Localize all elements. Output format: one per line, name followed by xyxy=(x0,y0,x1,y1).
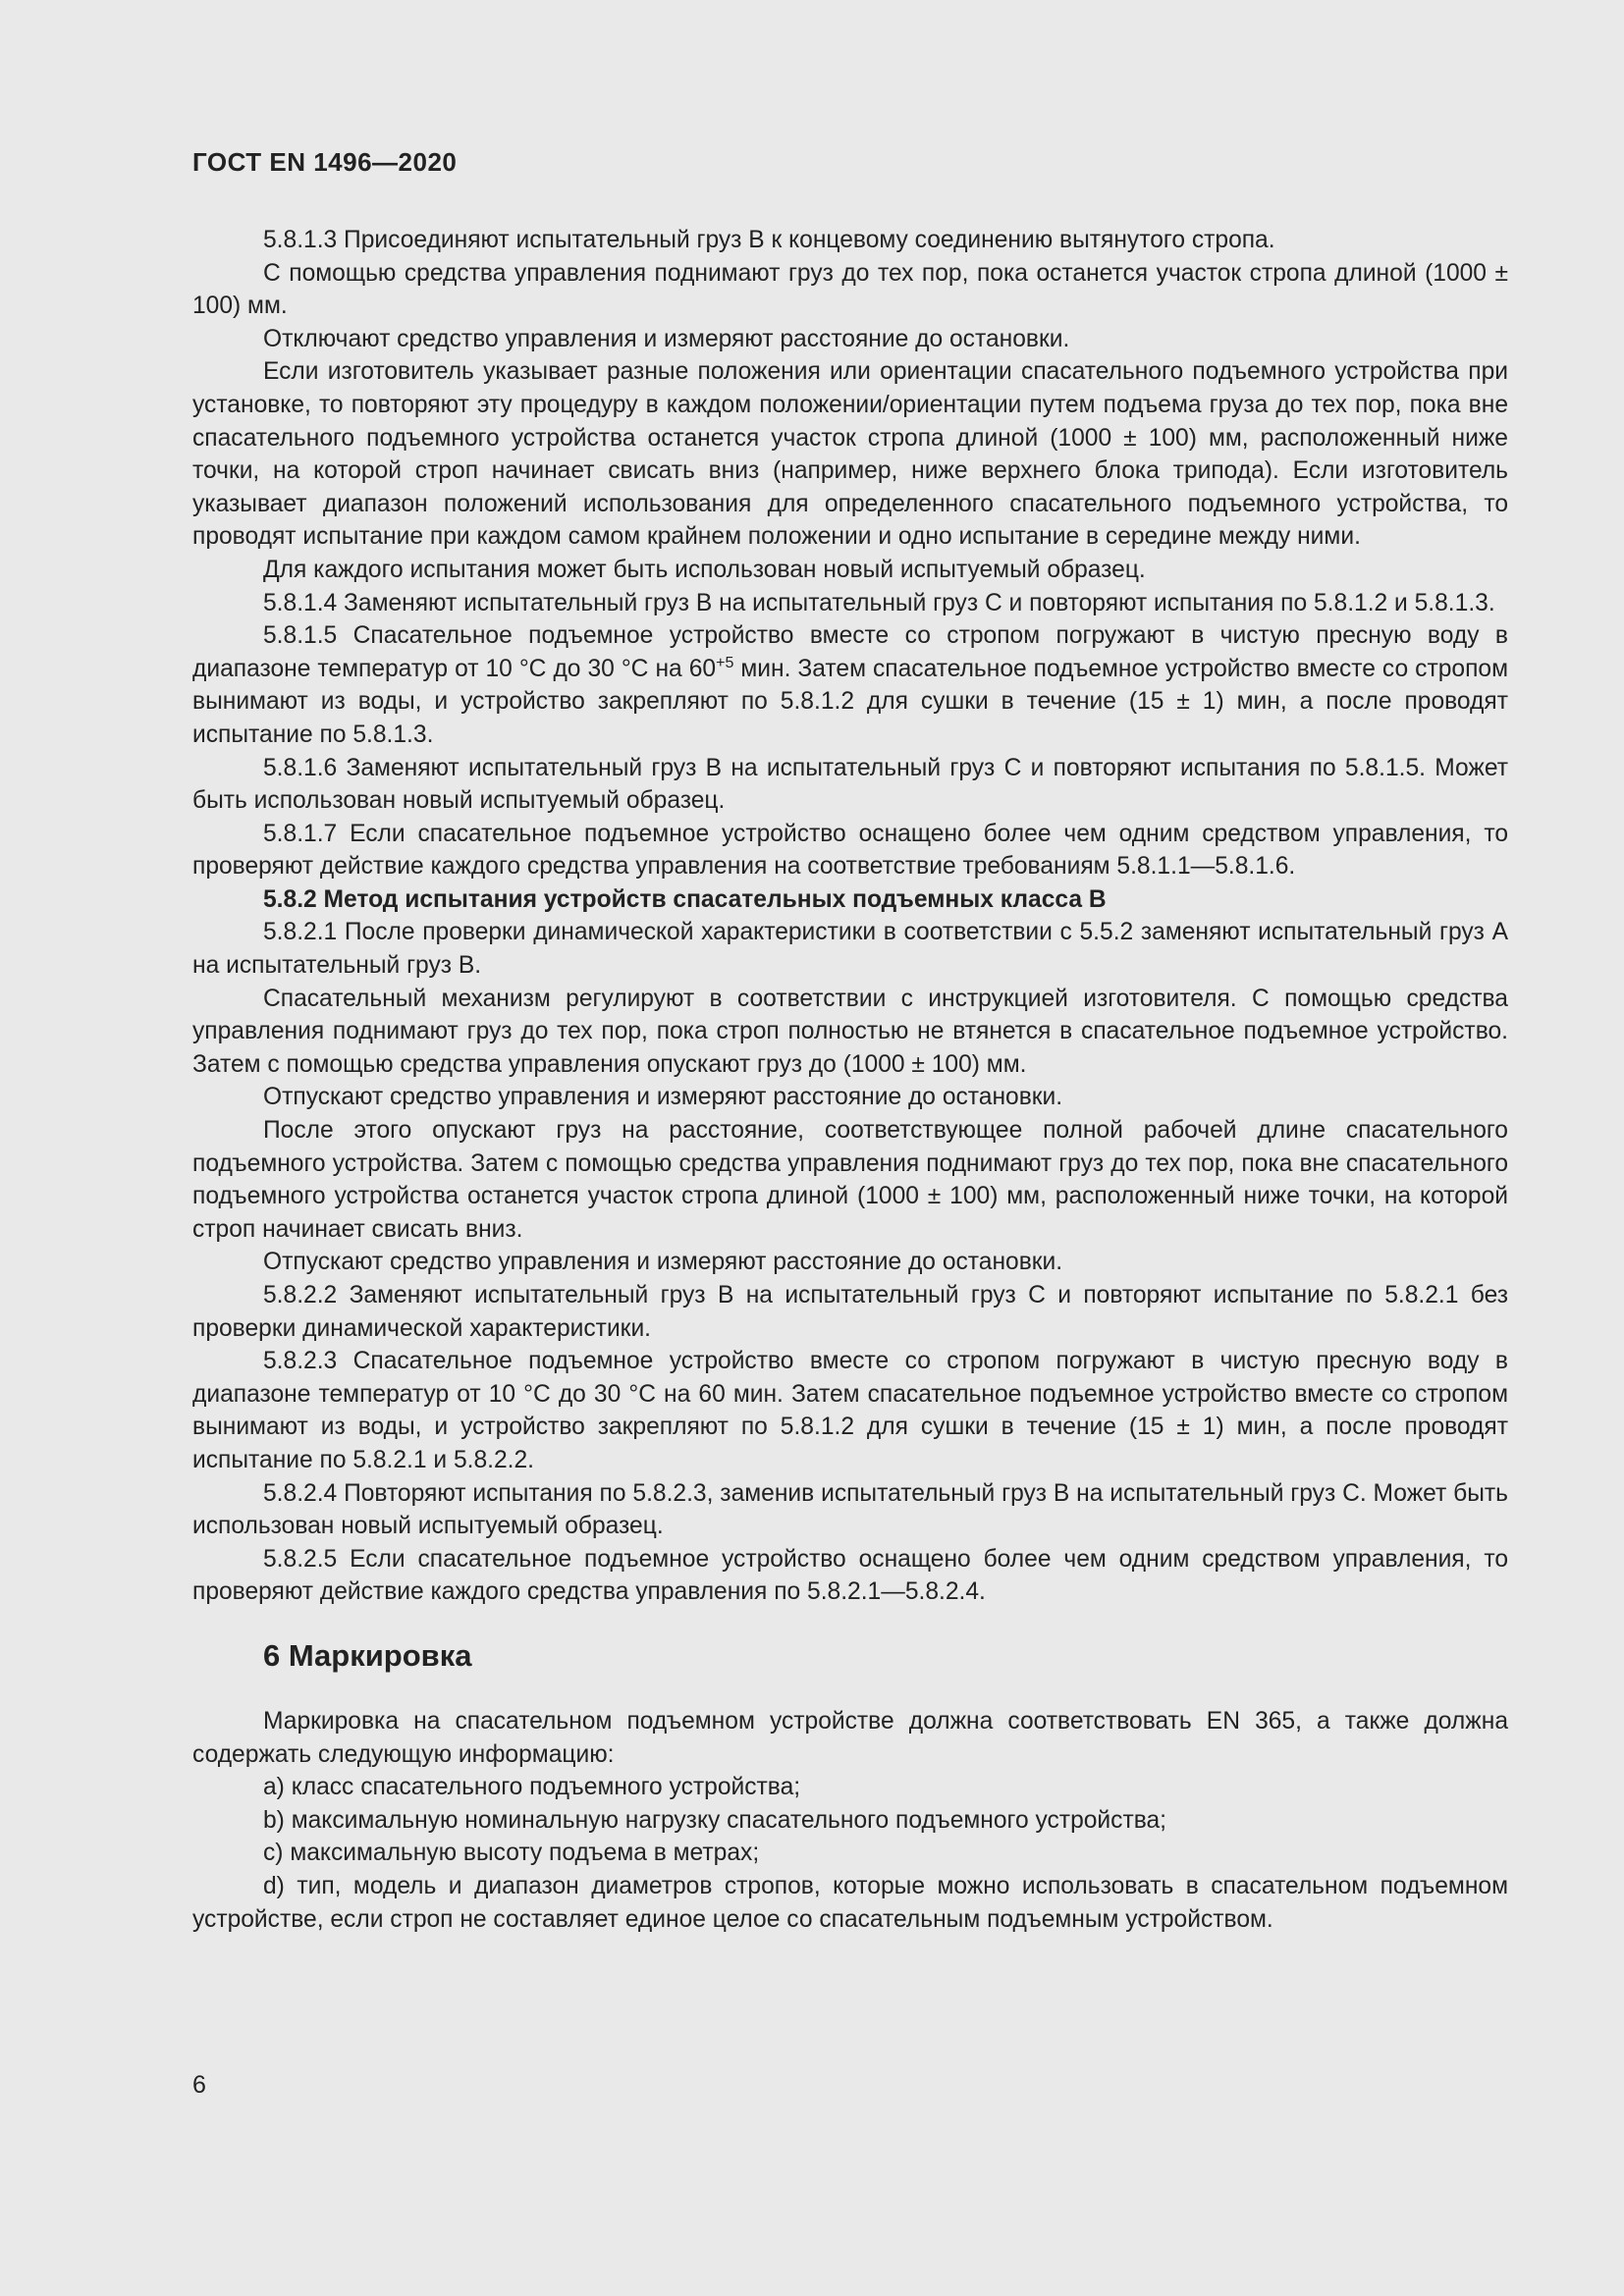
document-body xyxy=(192,224,1508,1936)
paragraph: Для каждого испытания может быть использован новый испытуемый образец. xyxy=(263,556,1146,583)
paragraph: Отключают средство управления и измеряют расстояние до остановки. xyxy=(263,325,1070,352)
paragraph-text: мин. Затем спасательное подъемное устройство вместе со стропом вынимают из воды, и устройство закрепляют по 5.8.1.2 для сушки в течение (15 ± 1) мин, а после проводят испытание по 5.8.1.3. xyxy=(192,655,1508,748)
list-item: d) тип, модель и диапазон диаметров стропов, которые можно использовать в спасательном подъемном устройстве, если строп не составляет единое целое со спасательным подъемным устройством. xyxy=(192,1872,1508,1933)
section-title: 6 Маркировка xyxy=(263,1637,472,1673)
paragraph: Маркировка на спасательном подъемном устройстве должна соответствовать EN 365, а также должна содержать следующую информацию: xyxy=(192,1707,1508,1768)
list-item: b) максимальную номинальную нагрузку спасательного подъемного устройства; xyxy=(263,1806,1167,1834)
paragraph: Отпускают средство управления и измеряют расстояние до остановки. xyxy=(263,1084,1063,1111)
paragraph: 5.8.2.3 Спасательное подъемное устройство вместе со стропом погружают в чистую пресную воду в диапазоне температур от 10 °С до 30 °С на 60 мин. Затем спасательное подъемное устройство вместе со стропом вынимают из воды, и устройство закрепляют по 5.8.1.2 для сушки в течение (15 ± 1) мин, а после проводят испытание по 5.8.2.1 и 5.8.2.2. xyxy=(192,1348,1508,1473)
paragraph: Спасательный механизм регулируют в соответствии с инструкцией изготовителя. С помощью средства управления поднимают груз до тех пор, пока строп полностью не втянется в спасательное подъемное устройство. Затем с помощью средства управления опускают груз до (1000 ± 100) мм. xyxy=(192,985,1508,1078)
paragraph-text: 5.8.1.5 Спасательное подъемное устройство вместе со стропом погружают в чистую пресную воду в диапазоне температур от 10 °С до 30 °С на 60 xyxy=(192,622,1508,682)
paragraph: После этого опускают груз на расстояние, соответствующее полной рабочей длине спасательного подъемного устройства. Затем с помощью средства управления поднимают груз до тех пор, пока вне спасательного подъемного устройства останется участок стропа длиной (1000 ± 100) мм, расположенный ниже точки, на которой строп начинает свисать вниз. xyxy=(192,1117,1508,1243)
paragraph: 5.8.2.4 Повторяют испытания по 5.8.2.3, заменив испытательный груз В на испытательный груз С. Может быть использован новый испытуемый образец. xyxy=(192,1479,1508,1540)
paragraph-5-8-1-5 xyxy=(192,619,1508,751)
paragraph: С помощью средства управления поднимают груз до тех пор, пока останется участок стропа длиной (1000 ± 100) мм. xyxy=(192,259,1508,320)
page-number: 6 xyxy=(192,2071,206,2099)
paragraph: 5.8.1.6 Заменяют испытательный груз В на испытательный груз С и повторяют испытания по 5.8.1.5. Может быть использован новый испытуемый образец. xyxy=(192,754,1508,815)
paragraph: 5.8.1.7 Если спасательное подъемное устройство оснащено более чем одним средством управления, то проверяют действие каждого средства управления на соответствие требованиям 5.8.1.1—5.8.1.6. xyxy=(192,820,1508,881)
list-item: c) максимальную высоту подъема в метрах; xyxy=(263,1840,760,1867)
superscript-tolerance: +5 xyxy=(716,654,734,671)
paragraph: Если изготовитель указывает разные положения или ориентации спасательного подъемного устройства при установке, то повторяют эту процедуру в каждом положении/ориентации путем подъема груза до тех пор, пока вне спасательного подъемного устройства останется участок стропа длиной (1000 ± 100) мм, расположенный ниже точки, на которой строп начинает свисать вниз (например, ниже верхнего блока трипода). Если изготовитель указывает диапазон положений использования для определенного спасательного подъемного устройства, то проводят испытание при каждом самом крайнем положении и одно испытание в середине между ними. xyxy=(192,358,1508,551)
paragraph: Отпускают средство управления и измеряют расстояние до остановки. xyxy=(263,1249,1063,1276)
paragraph: 5.8.2.1 После проверки динамической характеристики в соответствии с 5.5.2 заменяют испытательный груз А на испытательный груз В. xyxy=(192,919,1508,980)
paragraph: 5.8.2.5 Если спасательное подъемное устройство оснащено более чем одним средством управления, то проверяют действие каждого средства управления по 5.8.2.1—5.8.2.4. xyxy=(192,1545,1508,1606)
document-header: ГОСТ EN 1496—2020 xyxy=(192,147,458,177)
list-item: a) класс спасательного подъемного устройства; xyxy=(263,1774,801,1801)
subsection-heading: 5.8.2 Метод испытания устройств спасательных подъемных класса В xyxy=(263,885,1107,913)
paragraph: 5.8.1.4 Заменяют испытательный груз В на испытательный груз С и повторяют испытания по 5.8.1.2 и 5.8.1.3. xyxy=(263,589,1495,616)
paragraph: 5.8.1.3 Присоединяют испытательный груз В к концевому соединению вытянутого стропа. xyxy=(263,227,1275,253)
paragraph: 5.8.2.2 Заменяют испытательный груз В на испытательный груз С и повторяют испытание по 5.8.2.1 без проверки динамической характеристики. xyxy=(192,1282,1508,1342)
